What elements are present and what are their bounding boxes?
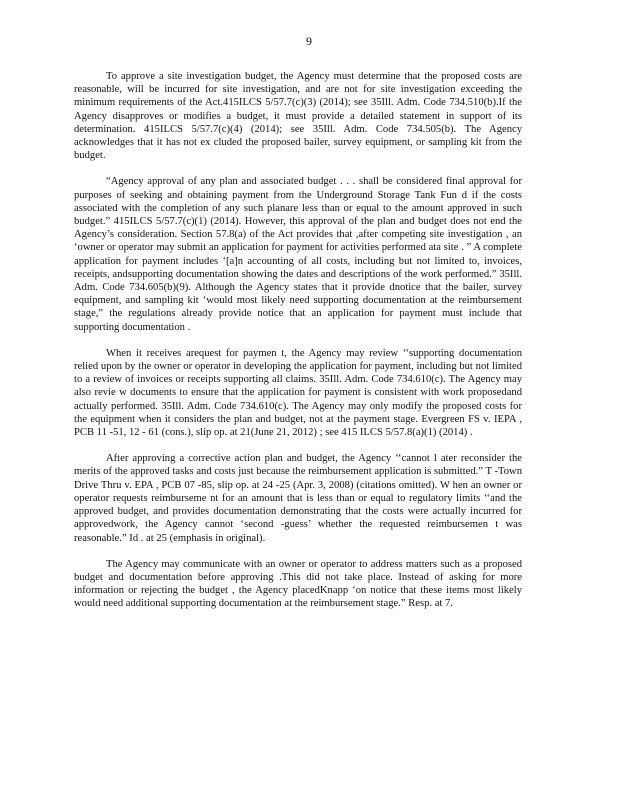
paragraph-communication: The Agency may communicate with an owner or operator to address matters such as a proposed budget and documentation before approving .This did not take place. Instead of asking for more information or rejecting the budget , the Agency placedKnapp ‘on notice that these items most likely would need additional supporting documentation at the reimbursement stage.” Resp. at 7.: [74, 558, 522, 610]
paragraph-reconsideration: After approving a corrective action plan and budget, the Agency ‘‘cannot l ater reconsider the merits of the approved tasks and costs just because the reimbursement application is submitted.” T -Town Drive Thru v. EPA , PCB 07 -85, slip op. at 24 -25 (Apr. 3, 2008) (citations omitted). W hen an owner or operator requests reimburseme nt for an amount that is less than or equal to regulatory limits ‘‘and the approved budget, and provides documentation demonstrating that the costs were actually incurred for approvedwork, the Agency cannot ‘second -guess’ whether the requested reimbursemen t was reasonable.” Id . at 25 (emphasis in original).: [74, 453, 522, 544]
paragraph-agency-approval: “Agency approval of any plan and associated budget . . . shall be considered final approval for purposes of seeking and obtaining payment from the Underground Storage Tank Fun d if the costs associated with the completion of any such planare less than or equal to the amount approved in such budget.” 415ILCS 5/57.7(c)(1) (2014). However, this approval of the plan and budget does not end the Agency’s consideration. Section 57.8(a) of the Act provides that ,after competing site investigation , an ‘owner or operator may submit an application for payment for activities performed ata site . ” A complete application for payment includes ‘[a]n accounting of all costs, including but not limited to, invoices, receipts, andsupporting documentation showing the dates and descriptions of the work performed.” 35Ill. Adm. Code 734.605(b)(9). Although the Agency states that it provide dnotice that the bailer, survey equipment, and sampling kit ‘would most likely need supporting documentation at the reimbursement stage,” the regulations already provide notice that an application for payment must include that supporting documentation .: [74, 176, 522, 333]
paragraph-payment-review: When it receives arequest for paymen t, the Agency may review ‘‘supporting documentation relied upon by the owner or operator in developing the application for payment, including but not limited to a review of invoices or receipts supporting all claims. 35Ill. Adm. Code 734.610(c). The Agency may also revie w documents to ensure that the application for payment is consistent with work proposedand actually performed. 35Ill. Adm. Code 734.610(c). The Agency may only modify the proposed costs for the equipment when it considers the plan and budget, not at the payment stage. Evergreen FS v. IEPA , PCB 11 -51, 12 - 61 (cons.), slip op. at 21(June 21, 2012) ; see 415 ILCS 5/57.8(a)(1) (2014) .: [74, 347, 522, 439]
opinion-body: [74, 70, 522, 611]
page-number: 9: [306, 34, 312, 48]
paragraph-site-investigation-budget: To approve a site investigation budget, the Agency must determine that the proposed costs are reasonable, will be incurred for site investigation, and are not for site investigation exceeding the minimum requirements of the Act.415ILCS 5/57.7(c)(3) (2014); see 35Ill. Adm. Code 734.510(b).If the Agency disapproves or modifies a budget, it must provide a detailed statement in support of its determination. 415ILCS 5/57.7(c)(4) (2014); see 35Ill. Adm. Code 734.505(b). The Agency acknowledges that it has not ex cluded the proposed bailer, survey equipment, or sampling kit from the budget.: [74, 71, 522, 162]
